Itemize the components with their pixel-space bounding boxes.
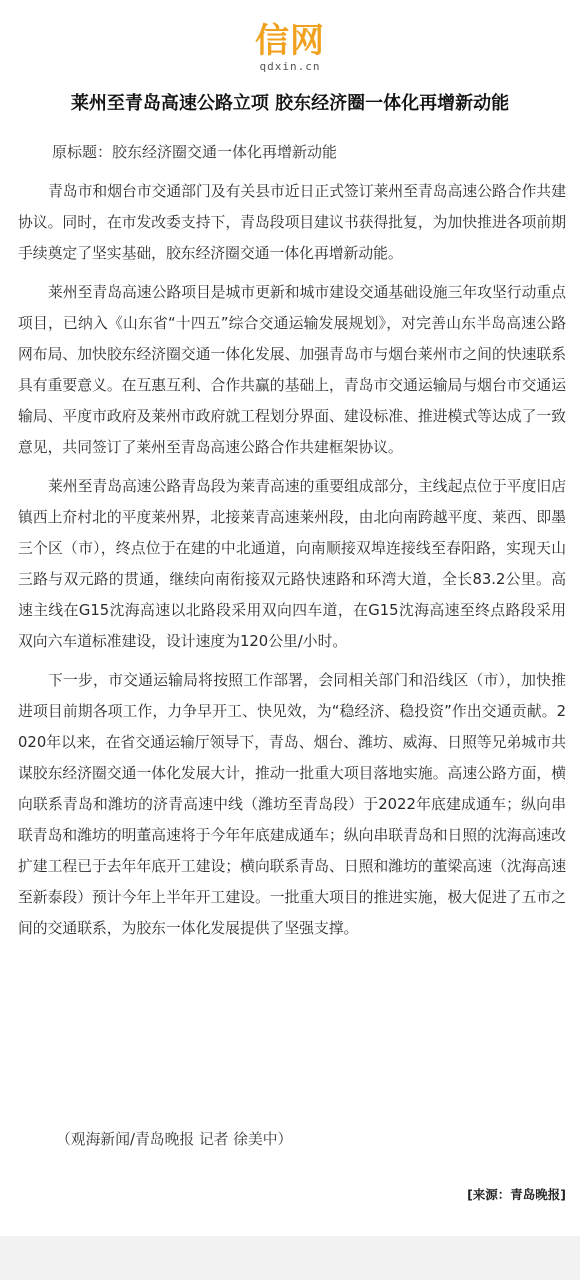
original-title: 原标题：胶东经济圈交通一体化再增新动能 [52,143,338,161]
paragraph-1: 青岛市和烟台市交通部门及有关县市近日正式签订莱州至青岛高速公路合作共建协议。同时，在市发改委支持下，青岛段项目建议书获得批复，为加快推进各项前期手续奠定了坚实基础，胶东经济圈交通一体化再增新动能。 [18,183,566,262]
logo-mark: 信网 [255,21,325,61]
paragraph-4: 下一步，市交通运输局将按照工作部署，会同相关部门和沿线区（市），加快推进项目前期各项工作，力争早开工、快见效，为“稳经济、稳投资”作出交通贡献。2020年以来，在省交通运输厅领导下，青岛、烟台、潍坊、威海、日照等兄弟城市共谋胶东经济圈交通一体化发展大计，推动一批重大项目落地实施。高速公路方面，横向联系青岛和潍坊的济青高速中线（潍坊至青岛段）于2022年底建成通车；纵向串联青岛和潍坊的明董高速将于今年年底建成通车；纵向串联青岛和日照的沈海高速改扩建工程已于去年年底开工建设；横向联系青岛、日照和潍坊的董梁高速（沈海高速至新泰段）预计今年上半年开工建设。一批重大项目的推进实施，极大促进了五市之间的交通联系，为胶东一体化发展提供了坚强支撑。 [18,672,566,937]
article-title: 莱州至青岛高速公路立项 胶东经济圈一体化再增新动能 [70,93,510,114]
paragraph-3: 莱州至青岛高速公路青岛段为莱青高速的重要组成部分，主线起点位于平度旧店镇西上夼村北的平度莱州界，北接莱青高速莱州段，由北向南跨越平度、莱西、即墨三个区（市），终点位于在建的中北通道，向南顺接双埠连接线至春阳路，实现天山三路与双元路的贯通，继续向南衔接双元路快速路和环湾大道，全长83.2公里。高速主线在G15沈海高速以北路段采用双向四车道，在G15沈海高速至终点路段采用双向六车道标准建设，设计速度为120公里/小时。 [18,478,566,650]
source-label: [来源：青岛晚报] [467,1187,566,1202]
logo-domain: qdxin.cn [259,60,321,73]
footer-bar [0,1236,580,1280]
site-logo[interactable] [0,22,580,74]
reporter-credit: （观海新闻/青岛晚报 记者 徐美中） [56,1131,293,1148]
article-body [18,176,566,952]
paragraph-2: 莱州至青岛高速公路项目是城市更新和城市建设交通基础设施三年攻坚行动重点项目，已纳入《山东省“十四五”综合交通运输发展规划》，对完善山东半岛高速公路网布局、加快胶东经济圈交通一体化发展、加强青岛市与烟台莱州市之间的快速联系具有重要意义。在互惠互利、合作共赢的基础上，青岛市交通运输局与烟台市交通运输局、平度市政府及莱州市政府就工程划分界面、建设标准、推进模式等达成了一致意见，共同签订了莱州至青岛高速公路合作共建框架协议。 [18,284,566,456]
